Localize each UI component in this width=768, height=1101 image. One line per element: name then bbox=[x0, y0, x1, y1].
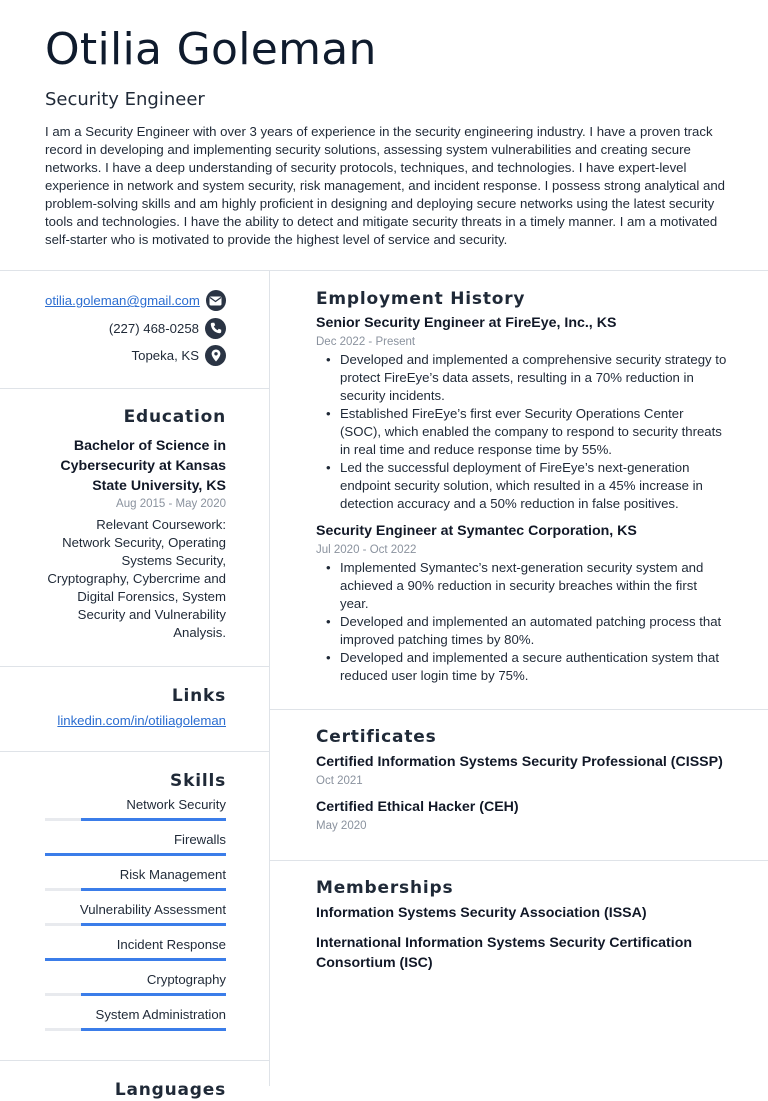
job-bullet: • Led the successful deployment of FireEye’s next-generation endpoint security solution, which resulted in a 45% increase in detection accuracy and a 50% reduction in false positives. bbox=[316, 459, 728, 513]
skill-item bbox=[45, 1006, 226, 1038]
profile-summary: I am a Security Engineer with over 3 years of experience in the security engineering industry. I have a proven track record in developing and implementing security solutions, assessing system vulnerabilities and creating secure networks. I have a deep understanding of security protocols, techniques, and technologies. I have expert-level experience in network and system security, risk management, and incident response. I possess strong analytical and problem-solving skills and am highly proficient in designing and deploying secure networks using the latest security tools and technologies. I have the ability to detect and mitigate security threats in a timely manner. I am a motivated self-starter who is motivated to provide the highest level of service and security. bbox=[45, 124, 725, 247]
job-entry-date: Jul 2020 - Oct 2022 bbox=[316, 544, 417, 556]
contact-phone-row bbox=[45, 315, 226, 343]
certificates-section bbox=[270, 710, 768, 861]
email-link[interactable]: otilia.goleman@gmail.com bbox=[45, 293, 200, 309]
certificate-date: May 2020 bbox=[316, 820, 367, 832]
envelope-icon bbox=[206, 290, 226, 311]
memberships-section bbox=[270, 861, 768, 973]
contact-section bbox=[0, 271, 269, 389]
job-bullets bbox=[316, 559, 728, 685]
skill-level-fill bbox=[81, 818, 226, 821]
certificate-date: Oct 2021 bbox=[316, 775, 363, 787]
skills-section bbox=[0, 752, 269, 1061]
certificates-heading: Certificates bbox=[316, 727, 437, 747]
skill-item bbox=[45, 831, 226, 863]
certificate-name: Certified Information Systems Security Professional (CISSP) bbox=[316, 754, 723, 770]
skill-level-fill bbox=[45, 853, 226, 856]
left-column bbox=[0, 271, 269, 1101]
skill-label: Vulnerability Assessment bbox=[79, 901, 226, 917]
job-entry-date: Dec 2022 - Present bbox=[316, 336, 416, 348]
employment-section bbox=[270, 271, 768, 710]
skill-level-fill bbox=[81, 923, 226, 926]
languages-heading: Languages bbox=[114, 1079, 226, 1100]
certificate-entry bbox=[316, 797, 728, 834]
skill-item bbox=[45, 936, 226, 968]
certificate-name: Certified Ethical Hacker (CEH) bbox=[316, 799, 519, 815]
membership-entry: Information Systems Security Association (ISSA) bbox=[316, 905, 647, 921]
job-entry-title: Security Engineer at Symantec Corporation, KS bbox=[316, 523, 637, 539]
skills-heading: Skills bbox=[170, 770, 226, 791]
links-heading: Links bbox=[171, 685, 226, 706]
skill-level-bar bbox=[45, 993, 226, 996]
skill-item bbox=[45, 971, 226, 1003]
coursework-text: Relevant Coursework: Network Security, Operating Systems Security, Cryptography, Cybercrime and Digital Forensics, System Security and Vulnerability Analysis. bbox=[47, 516, 226, 640]
location-text: Topeka, KS bbox=[131, 348, 199, 364]
degree-title: Bachelor of Science in Cybersecurity at Kansas State University, KS bbox=[60, 437, 226, 494]
skill-level-fill bbox=[81, 888, 226, 891]
education-section bbox=[0, 389, 269, 667]
education-heading: Education bbox=[123, 406, 226, 427]
skill-level-fill bbox=[81, 1028, 226, 1031]
employment-heading: Employment History bbox=[316, 289, 526, 309]
skill-label: Incident Response bbox=[116, 936, 226, 952]
job-entry bbox=[316, 314, 728, 513]
job-bullet: • Developed and implemented an automated patching process that improved patching times by 80%. bbox=[316, 613, 728, 649]
skill-item bbox=[45, 796, 226, 828]
skill-level-bar bbox=[45, 923, 226, 926]
memberships-heading: Memberships bbox=[316, 878, 454, 898]
skill-level-fill bbox=[81, 993, 226, 996]
certificate-entry bbox=[316, 752, 728, 789]
job-bullet: • Established FireEye’s first ever Security Operations Center (SOC), which enabled the company to respond to security threats in real time and reduce response time by 55%. bbox=[316, 405, 728, 459]
skill-label: Network Security bbox=[126, 796, 226, 812]
map-pin-icon bbox=[205, 345, 226, 366]
skill-level-bar bbox=[45, 958, 226, 961]
education-date: Aug 2015 - May 2020 bbox=[116, 497, 226, 510]
job-entry-title: Senior Security Engineer at FireEye, Inc., KS bbox=[316, 315, 617, 331]
right-column bbox=[270, 271, 768, 973]
contact-email-row bbox=[45, 287, 226, 315]
skill-label: System Administration bbox=[95, 1006, 226, 1022]
skill-item bbox=[45, 866, 226, 898]
skill-label: Cryptography bbox=[146, 971, 226, 987]
skill-level-fill bbox=[45, 958, 226, 961]
job-bullet: • Developed and implemented a comprehensive security strategy to protect FireEye’s data assets, resulting in a 70% reduction in security incidents. bbox=[316, 351, 728, 405]
skill-level-bar bbox=[45, 818, 226, 821]
resume-header bbox=[45, 22, 735, 249]
phone-number: (227) 468-0258 bbox=[108, 320, 199, 336]
job-title: Security Engineer bbox=[45, 89, 205, 110]
skill-level-bar bbox=[45, 853, 226, 856]
phone-icon bbox=[205, 318, 226, 339]
skill-label: Firewalls bbox=[173, 831, 226, 847]
candidate-name: Otilia Goleman bbox=[45, 24, 377, 75]
contact-location-row bbox=[45, 342, 226, 370]
skill-level-bar bbox=[45, 888, 226, 891]
languages-section bbox=[0, 1061, 269, 1101]
job-bullet: • Developed and implemented a secure authentication system that reduced user login time by 75%. bbox=[316, 649, 728, 685]
job-bullets bbox=[316, 351, 728, 513]
linkedin-link[interactable]: linkedin.com/in/otiliagoleman bbox=[57, 712, 226, 728]
job-bullet: • Implemented Symantec’s next-generation security system and achieved a 90% reduction in security breaches within the first year. bbox=[316, 559, 728, 613]
skill-level-bar bbox=[45, 1028, 226, 1031]
skill-item bbox=[45, 901, 226, 933]
job-entry bbox=[316, 522, 728, 685]
skill-label: Risk Management bbox=[119, 866, 226, 882]
links-section bbox=[0, 667, 269, 752]
membership-entry: International Information Systems Security Certification Consortium (ISC) bbox=[316, 935, 693, 971]
